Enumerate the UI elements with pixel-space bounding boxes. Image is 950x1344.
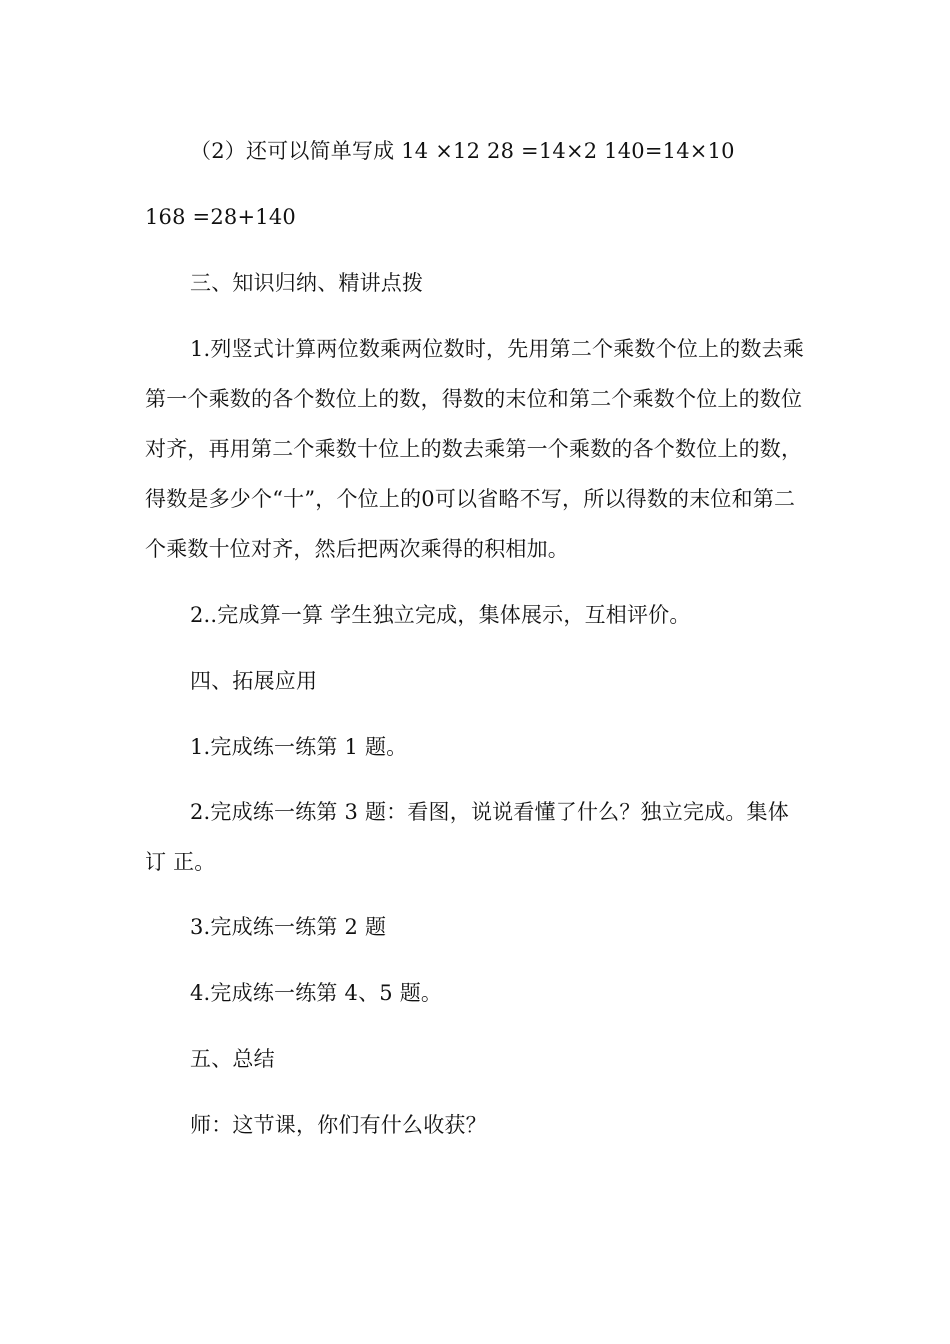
calc-line-1: （2）还可以简单写成 14 ×12 28 =14×2 140=14×10 [190,139,735,163]
section-heading-3: 三、知识归纳、精讲点拨 [190,271,424,295]
section-heading-5: 五、总结 [190,1047,275,1071]
item-practice-1: 1.完成练一练第 1 题。 [190,735,408,759]
item-practice-2: 3.完成练一练第 2 题 [190,915,387,939]
teacher-question: 师：这节课，你们有什么收获？ [190,1113,487,1137]
section-heading-4: 四、拓展应用 [190,669,318,693]
item-practice-3: 2.完成练一练第 3 题：看图，说说看懂了什么？独立完成。集体订 正。 [145,800,789,874]
item-practice-4-5: 4.完成练一练第 4、5 题。 [190,981,443,1005]
item-calc-practice: 2..完成算一算 学生独立完成，集体展示，互相评价。 [190,603,691,627]
calc-line-2: 168 =28+140 [145,205,296,229]
paragraph-column-multiplication: 1.列竖式计算两位数乘两位数时，先用第二个乘数个位上的数去乘第一个乘数的各个数位上的数，得数的末位和第二个乘数个位上的数位对齐，再用第二个乘数十位上的数去乘第一个乘数的各个数位上的数，得数是多少个“十”，个位上的0可以省略不写，所以得数的末位和第二个乘数十位对齐，然后把两次乘得的积相加。 [145,337,805,561]
